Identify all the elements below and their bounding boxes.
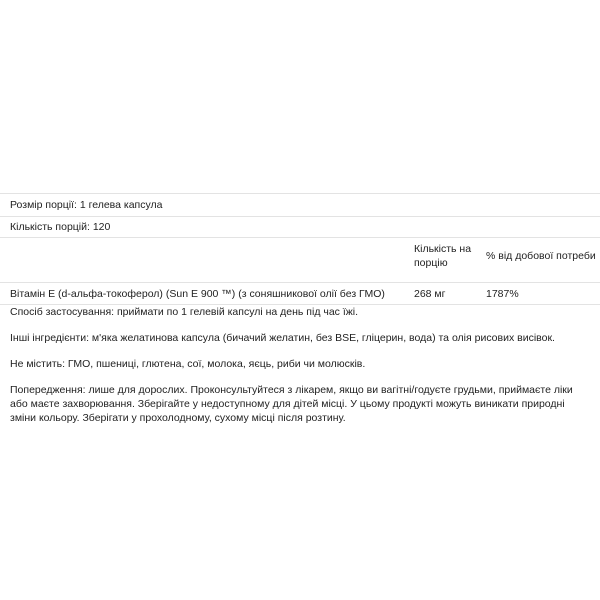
servings-per-container-text: Кількість порцій: 120 (10, 221, 111, 233)
nutrient-amount: 268 мг (414, 288, 446, 300)
usage-directions: Спосіб застосування: приймати по 1 гелевій капсулі на день під час їжі. (10, 306, 359, 318)
servings-per-container-row (0, 216, 600, 237)
table-row (0, 282, 600, 305)
other-ingredients: Інші інгредієнти: м'яка желатинова капсула (бичачий желатин, без BSE, гліцерин, вода) та олія рисових висівок. (10, 332, 555, 344)
amount-per-serving-header: Кількість на порцію (414, 243, 472, 269)
warning-text: Попередження: лише для дорослих. Проконсультуйтеся з лікарем, якщо ви вагітні/годуєте грудьми, приймаєте ліки або маєте захворювання. Зберігайте у недоступному для дітей місці. У цьому продукті можуть виникати природні зміни кольору. Зберігати у прохолодному, сухому місці після розтину. (10, 384, 573, 424)
nutrient-daily-value: 1787% (486, 288, 519, 300)
nutrient-name: Вітамін E (d-альфа-токоферол) (Sun E 900 ™) (з соняшникової олії без ГМО) (10, 288, 385, 300)
product-notes (10, 305, 590, 425)
daily-value-header: % від добової потреби (486, 250, 596, 262)
serving-size-row (0, 193, 600, 216)
supplement-facts-table (0, 193, 600, 305)
allergen-free-statement: Не містить: ГМО, пшениці, глютена, сої, молока, яєць, риби чи молюсків. (10, 358, 366, 370)
serving-size-text: Розмір порції: 1 гелева капсула (10, 199, 163, 211)
table-header-row (0, 237, 600, 282)
